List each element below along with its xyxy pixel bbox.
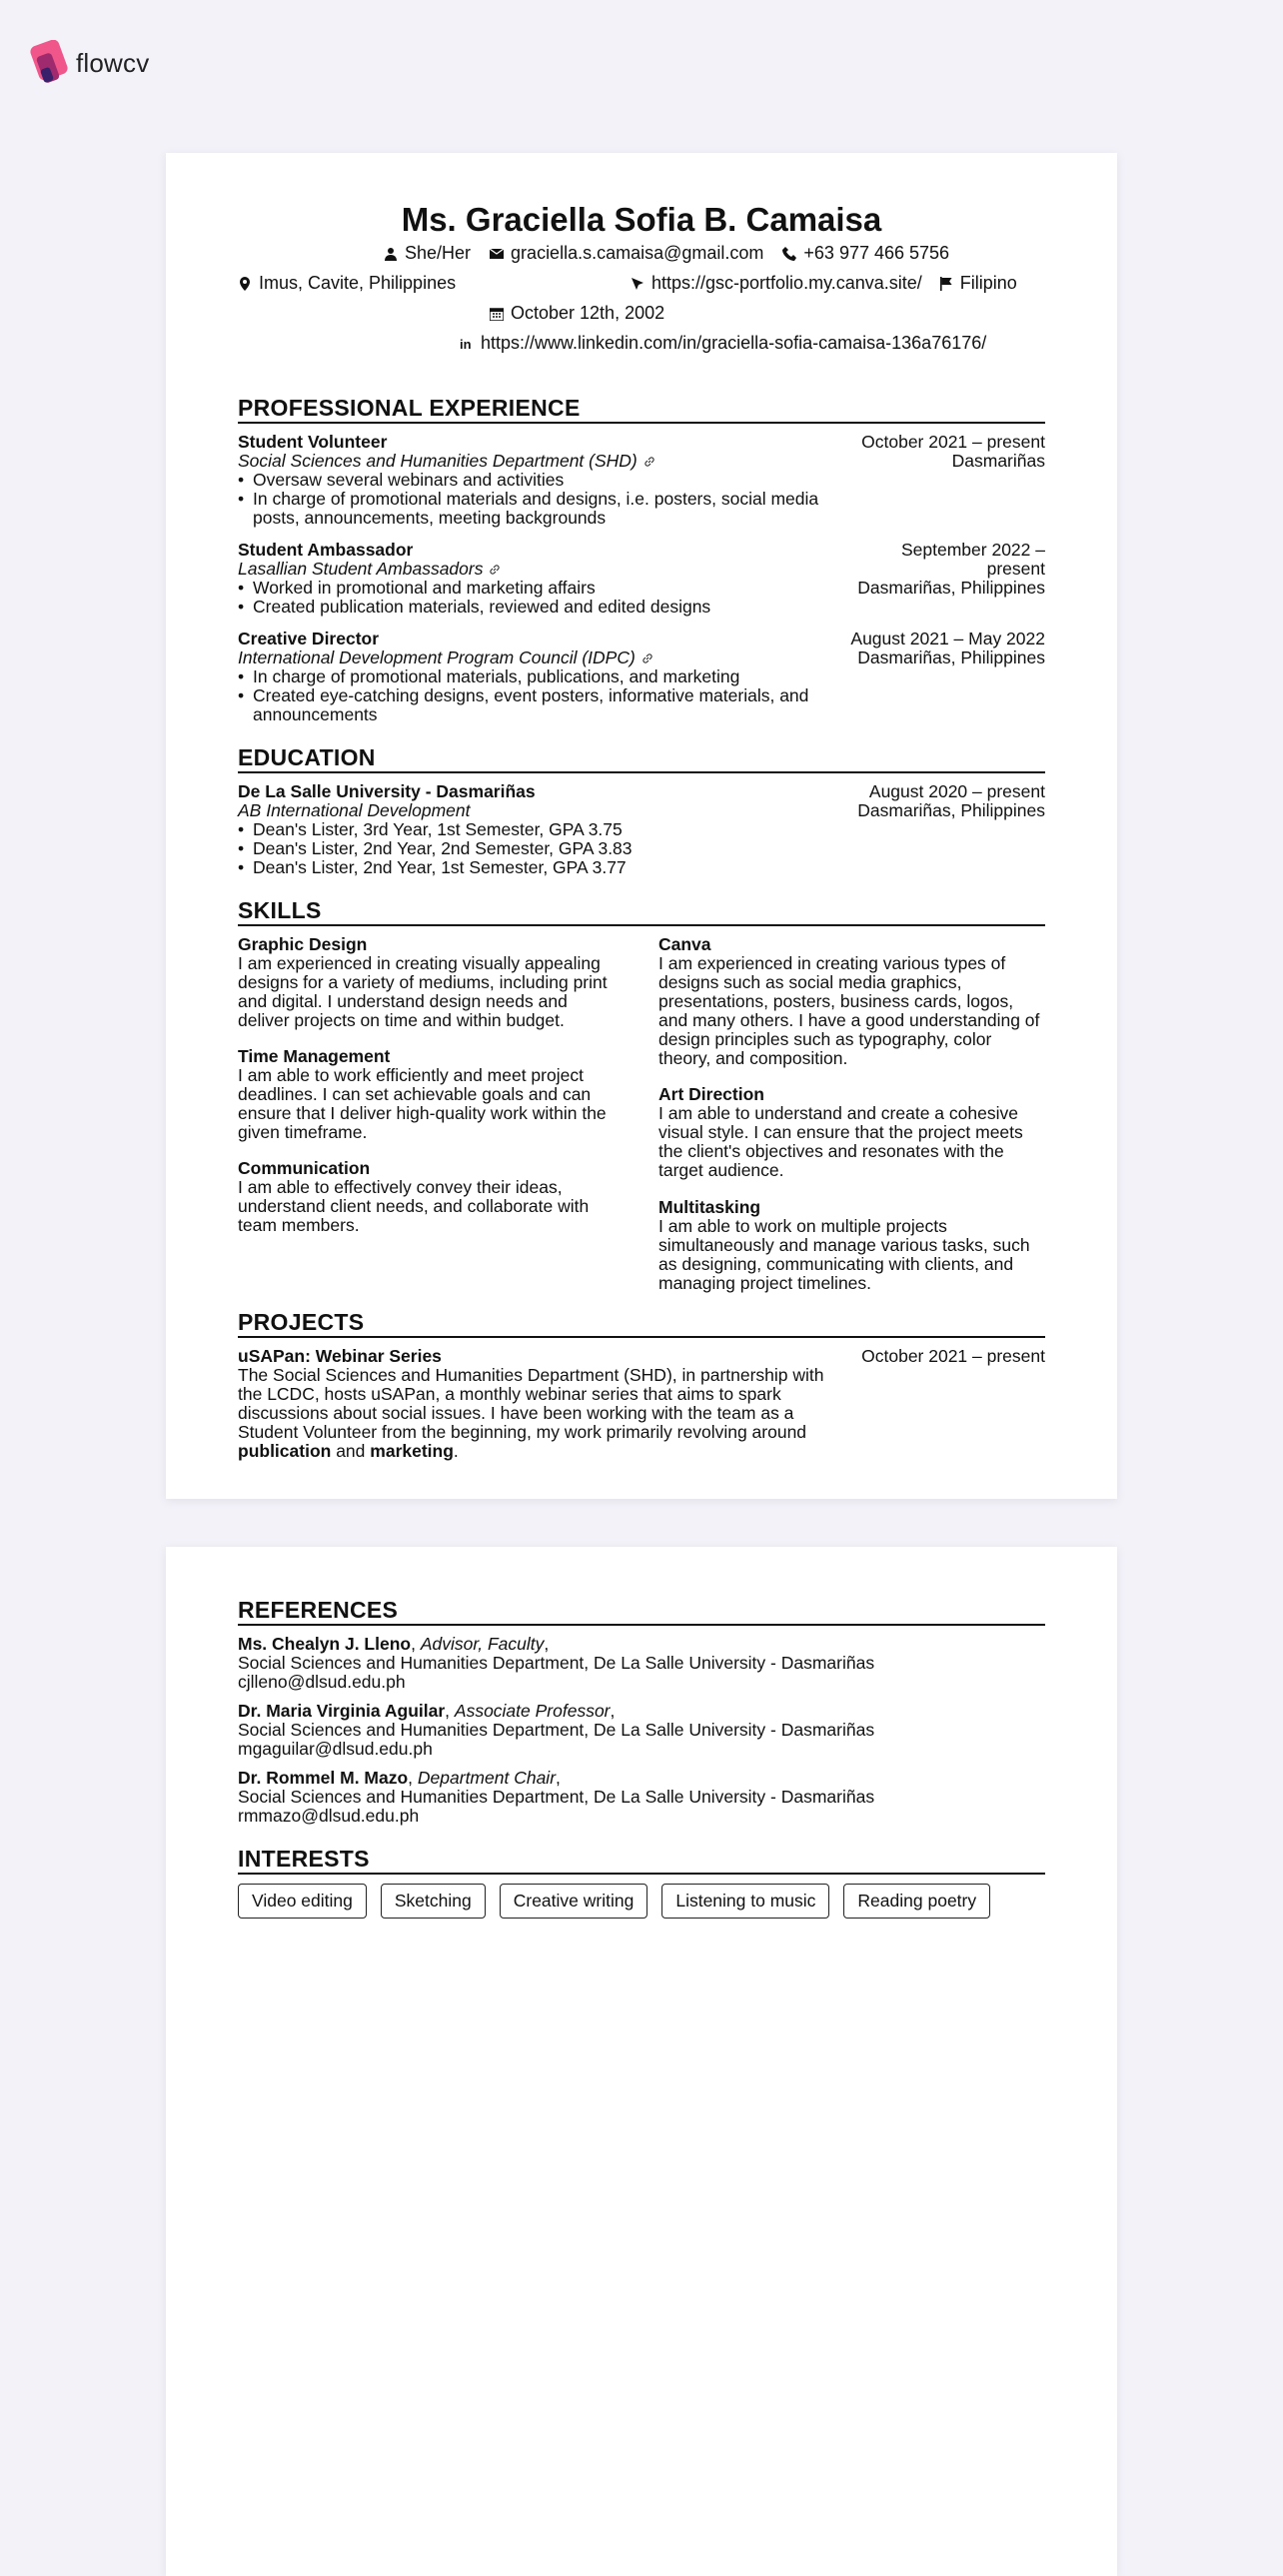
skill-title: Communication: [238, 1158, 371, 1178]
job-location: Dasmariñas: [951, 451, 1045, 471]
school-name: De La Salle University - Dasmariñas: [238, 781, 536, 801]
reference-item: Ms. Chealyn J. Lleno, Advisor, Faculty, Social Sciences and Humanities Department, De La Salle University - Dasmariñas cjlleno@dlsud.edu.ph: [238, 1635, 1045, 1692]
reference-email[interactable]: mgaguilar@dlsud.edu.ph: [238, 1739, 433, 1759]
reference-name: Ms. Chealyn J. Lleno: [238, 1634, 412, 1654]
linkedin-item: [460, 333, 986, 354]
phone-icon: [782, 247, 796, 261]
skill-description: I am experienced in creating various types of designs such as social media graphics, presentations, posters, business cards, logos, and many others. I have a good understanding of design principles such as typography, color theory, and composition.: [658, 953, 1040, 1068]
job-date: October 2021 – present: [861, 432, 1045, 452]
list-item: • Created publication materials, reviewed and edited designs: [253, 598, 842, 617]
interest-chip: Creative writing: [500, 1884, 648, 1919]
reference-department: Social Sciences and Humanities Department, De La Salle University - Dasmariñas: [238, 1787, 875, 1807]
resume-page-1: [166, 153, 1117, 1499]
interests-list: [238, 1884, 990, 1919]
reference-email[interactable]: cjlleno@dlsud.edu.ph: [238, 1672, 406, 1692]
references-heading: REFERENCES: [238, 1597, 1045, 1626]
degree: AB International Development: [238, 800, 471, 820]
link-icon: [489, 564, 501, 576]
project-date: October 2021 – present: [861, 1346, 1045, 1366]
job-date: August 2021 – May 2022: [850, 629, 1045, 648]
skill-description: I am able to effectively convey their ideas, understand client needs, and collaborate with team members.: [238, 1177, 590, 1235]
location-item: [238, 273, 456, 294]
experience-entry: [238, 630, 1045, 724]
skill-title: Graphic Design: [238, 934, 368, 954]
contact-line-1: [384, 243, 949, 264]
linkedin-icon: [460, 337, 474, 351]
job-title: Student Volunteer: [238, 432, 388, 452]
flowcv-logo[interactable]: [30, 40, 149, 86]
skill-title: Canva: [658, 934, 711, 954]
nationality: Filipino: [959, 273, 1017, 293]
organization-link[interactable]: International Development Program Council (IDPC): [238, 648, 1045, 667]
job-location: Dasmariñas, Philippines: [857, 647, 1045, 667]
website-link[interactable]: https://gsc-portfolio.my.canva.site/: [651, 273, 922, 293]
brand-name: flowcv: [76, 47, 150, 78]
reference-role: Associate Professor: [454, 1701, 611, 1721]
projects-heading: PROJECTS: [238, 1309, 1045, 1338]
website-item: [631, 273, 1017, 294]
experience-heading: PROFESSIONAL EXPERIENCE: [238, 395, 1045, 424]
skill-item: [658, 1198, 1043, 1293]
education-heading: EDUCATION: [238, 744, 1045, 773]
job-date: September 2022 – present: [901, 540, 1045, 579]
education-date: August 2020 – present: [868, 781, 1045, 801]
pronouns: She/Her: [405, 243, 472, 263]
project-title: uSAPan: Webinar Series: [238, 1346, 442, 1366]
flowcv-logo-icon: [30, 40, 70, 86]
experience-entry: [238, 433, 1045, 528]
skill-item: [238, 1047, 623, 1142]
link-icon: [642, 652, 653, 664]
organization-link[interactable]: Social Sciences and Humanities Department (SHD): [238, 452, 1045, 471]
reference-department: Social Sciences and Humanities Department, De La Salle University - Dasmariñas: [238, 1653, 875, 1673]
birthdate-item: [490, 303, 664, 324]
skill-item: [238, 935, 623, 1030]
reference-email[interactable]: rmmazo@dlsud.edu.ph: [238, 1806, 420, 1826]
list-item: • Dean's Lister, 2nd Year, 1st Semester, GPA 3.77: [253, 858, 842, 877]
skill-item: [238, 1159, 623, 1235]
list-item: • Dean's Lister, 2nd Year, 2nd Semester, GPA 3.83: [253, 839, 842, 858]
education-location: Dasmariñas, Philippines: [857, 800, 1045, 820]
interest-chip: Sketching: [381, 1884, 486, 1919]
cursor-icon: [631, 277, 644, 291]
skill-item: [658, 1085, 1043, 1180]
email-link[interactable]: graciella.s.camaisa@gmail.com: [511, 243, 764, 263]
skills-heading: SKILLS: [238, 897, 1045, 926]
interest-chip: Listening to music: [661, 1884, 829, 1919]
linkedin-link[interactable]: https://www.linkedin.com/in/graciella-sofia-camaisa-136a76176/: [481, 333, 987, 353]
education-entry: [238, 782, 1045, 877]
job-title: Student Ambassador: [238, 540, 414, 560]
link-icon: [643, 456, 655, 468]
list-item: • In charge of promotional materials and designs, i.e. posters, social media posts, announcements, meeting backgrounds: [253, 490, 842, 528]
skill-title: Art Direction: [658, 1084, 764, 1104]
location-text: Imus, Cavite, Philippines: [259, 273, 457, 293]
svg-text:in: in: [460, 336, 472, 351]
interest-chip: Video editing: [238, 1884, 367, 1919]
calendar-icon: [490, 307, 504, 321]
organization-link[interactable]: Lasallian Student Ambassadors: [238, 560, 1045, 579]
job-title: Creative Director: [238, 629, 380, 648]
reference-role: Advisor, Faculty: [420, 1634, 545, 1654]
experience-entry: [238, 541, 1045, 617]
skill-description: I am experienced in creating visually appealing designs for a variety of mediums, including print and digital. I understand design needs and deliver projects on time and within budget.: [238, 953, 608, 1030]
resume-page-2: [166, 1547, 1117, 2576]
project-entry: [238, 1347, 1045, 1461]
birthdate: October 12th, 2002: [511, 303, 665, 323]
list-item: • Dean's Lister, 3rd Year, 1st Semester, GPA 3.75: [253, 820, 842, 839]
project-description: The Social Sciences and Humanities Department (SHD), in partnership with the LCDC, hosts uSAPan, a monthly webinar series that aims to spark discussions about social issues. I have been working with the team as a Student Volunteer from the beginning, my work primarily revolving around publication and marketing.: [238, 1365, 824, 1461]
candidate-name: Ms. Graciella Sofia B. Camaisa: [401, 201, 882, 238]
skill-description: I am able to understand and create a cohesive visual style. I can ensure that the project meets the client's objectives and resonates with the target audience.: [658, 1103, 1023, 1180]
job-location: Dasmariñas, Philippines: [857, 578, 1045, 598]
email-icon: [490, 247, 504, 261]
skill-title: Multitasking: [658, 1197, 761, 1217]
skill-description: I am able to work on multiple projects simultaneously and manage various tasks, such as designing, communicating with clients, and managing project timelines.: [658, 1216, 1030, 1293]
reference-item: Dr. Rommel M. Mazo, Department Chair, Social Sciences and Humanities Department, De La Salle University - Dasmariñas rmmazo@dlsud.edu.ph: [238, 1769, 1045, 1826]
person-icon: [384, 247, 398, 261]
skill-title: Time Management: [238, 1046, 391, 1066]
list-item: • Oversaw several webinars and activities: [253, 471, 842, 490]
list-item: • Created eye-catching designs, event posters, informative materials, and announcements: [253, 686, 842, 724]
skill-item: [658, 935, 1043, 1068]
reference-department: Social Sciences and Humanities Department, De La Salle University - Dasmariñas: [238, 1720, 875, 1740]
list-item: • In charge of promotional materials, publications, and marketing: [253, 667, 842, 686]
list-item: • Worked in promotional and marketing affairs: [253, 579, 842, 598]
flag-icon: [939, 277, 953, 291]
phone-number[interactable]: +63 977 466 5756: [803, 243, 950, 263]
reference-name: Dr. Maria Virginia Aguilar: [238, 1701, 446, 1721]
reference-item: Dr. Maria Virginia Aguilar, Associate Professor, Social Sciences and Humanities Department, De La Salle University - Dasmariñas mgaguilar@dlsud.edu.ph: [238, 1702, 1045, 1759]
interest-chip: Reading poetry: [843, 1884, 990, 1919]
skill-description: I am able to work efficiently and meet project deadlines. I can set achievable goals and can ensure that I deliver high-quality work within the given timeframe.: [238, 1065, 607, 1142]
interests-heading: INTERESTS: [238, 1846, 1045, 1875]
location-pin-icon: [238, 277, 252, 291]
reference-name: Dr. Rommel M. Mazo: [238, 1768, 409, 1788]
reference-role: Department Chair: [417, 1768, 557, 1788]
